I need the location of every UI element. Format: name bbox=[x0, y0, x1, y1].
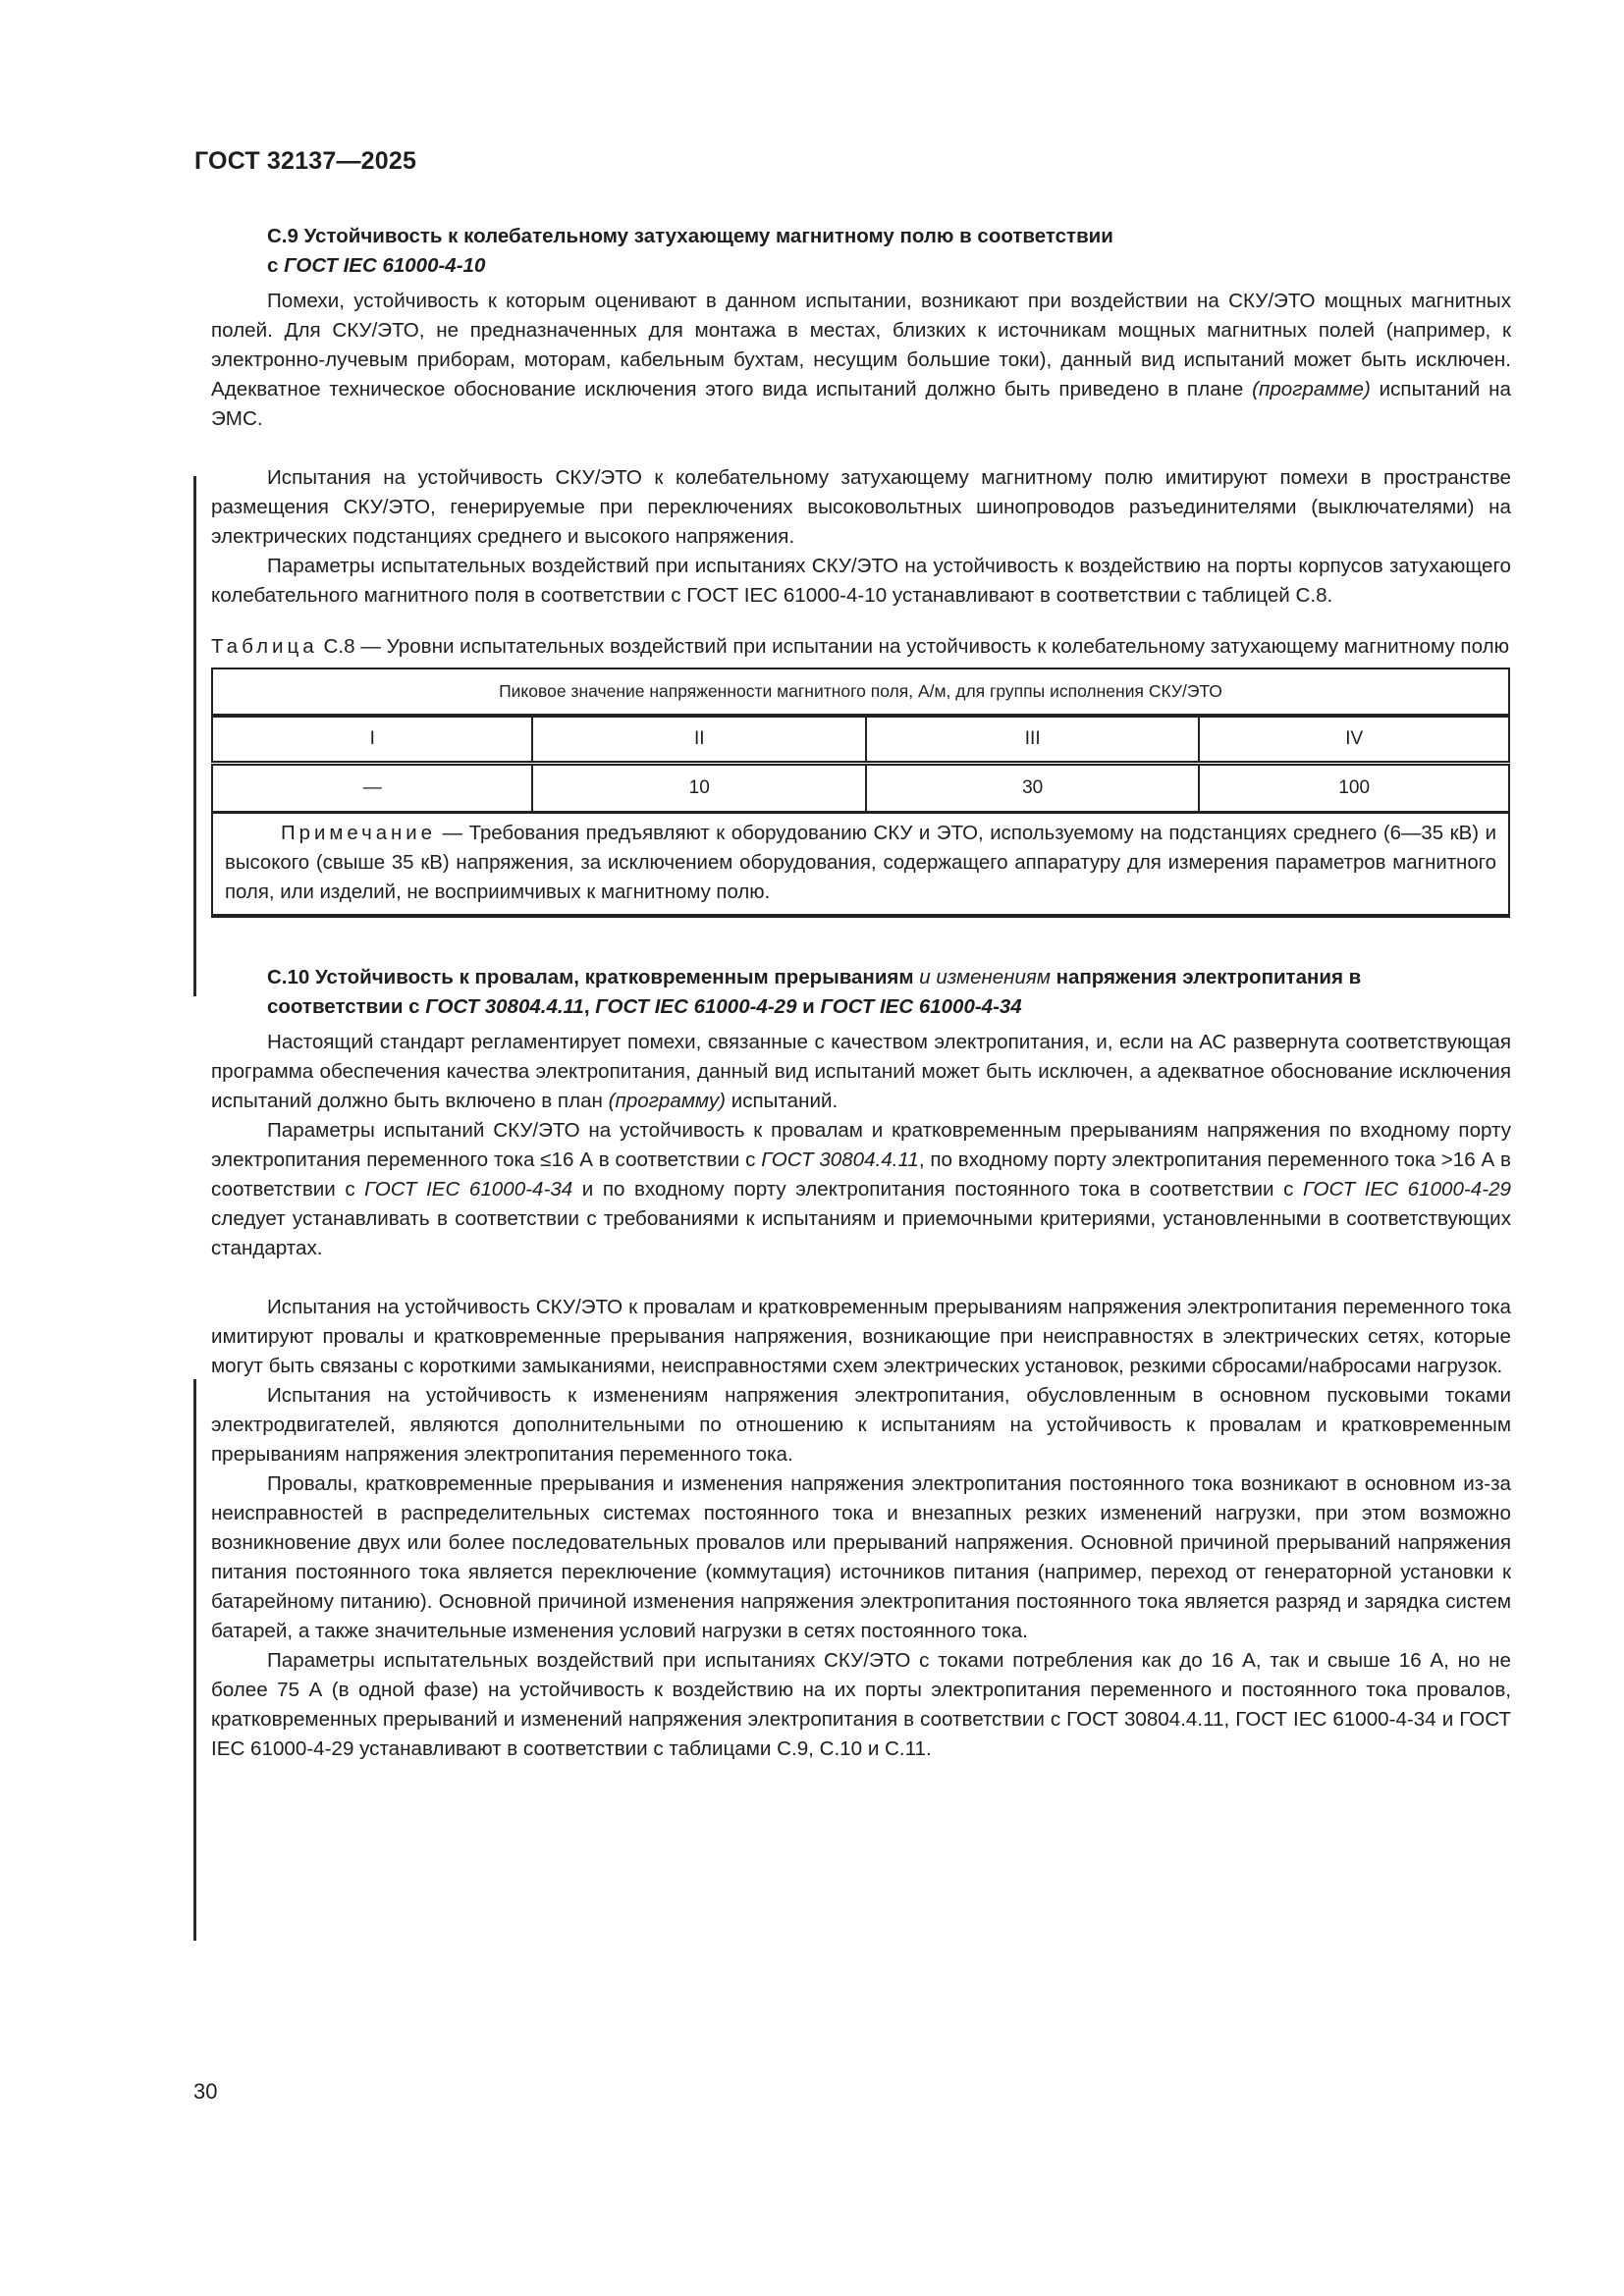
heading-text: напряжения электропитания в соответствии с bbox=[267, 966, 1362, 1018]
table-header-cell: Пиковое значение напряженности магнитного поля, А/м, для группы исполнения СКУ/ЭТО bbox=[212, 668, 1509, 716]
section-c10-heading bbox=[211, 963, 1511, 1022]
table-note-cell bbox=[212, 813, 1509, 917]
heading-prefix: с bbox=[267, 254, 285, 277]
section-c9-para2: Испытания на устойчивость СКУ/ЭТО к колебательному затухающему магнитному полю имитируют помехи в пространстве размещения СКУ/ЭТО, генерируемые при переключениях высоковольтных шинопроводов разъединителями (выключателями) на электрических подстанциях среднего и высокого напряжения. bbox=[211, 466, 1511, 548]
standard-reference: ГОСТ IEC 61000-4-34 bbox=[820, 995, 1022, 1018]
section-c10-para2 bbox=[211, 1116, 1511, 1263]
table-cell-value: — bbox=[212, 764, 532, 813]
section-c10-para1 bbox=[211, 1028, 1511, 1116]
table-values-row bbox=[212, 764, 1509, 813]
page-number: 30 bbox=[193, 2079, 218, 2104]
spacer bbox=[211, 1263, 1511, 1293]
para-text: Настоящий стандарт регламентирует помехи, связанные с качеством электропитания, и, если на АС развернута соответствующая программа обеспечения качества электропитания, данный вид испытаний может быть исключен, а адекватное обоснование исключения испытаний должно быть включено в план bbox=[211, 1031, 1511, 1112]
table-cell-value: 10 bbox=[532, 764, 865, 813]
table-cell-value: 100 bbox=[1199, 764, 1509, 813]
spacer bbox=[211, 918, 1511, 963]
table-cell-group: IV bbox=[1199, 716, 1509, 764]
table-label: Таблица bbox=[211, 635, 318, 658]
para-text: следует устанавливать в соответствии с требованиями к испытаниям и приемочными критериями, установленными в соответствующих стандартах. bbox=[211, 1207, 1511, 1259]
heading-text: и bbox=[796, 995, 821, 1018]
section-c9-para3: Параметры испытательных воздействий при испытаниях СКУ/ЭТО на устойчивость к воздействию на порты корпусов затухающего колебательного магнитного поля в соответствии с ГОСТ IEC 61000-4-10 устанавливают в соответствии с таблицей С.8. bbox=[211, 555, 1511, 607]
section-c9-para1 bbox=[211, 287, 1511, 434]
standard-reference: ГОСТ IEC 61000-4-10 bbox=[284, 254, 486, 277]
para-text: Параметры испытаний СКУ/ЭТО на устойчивость к провалам и кратковременным прерываниям напряжения по входному порту электропитания переменного тока ≤16 А в соответствии с bbox=[211, 1119, 1511, 1171]
heading-text: , bbox=[583, 995, 596, 1018]
table-note bbox=[225, 819, 1496, 907]
para-text: , по входному порту электропитания переменного тока >16 А в соответствии с bbox=[211, 1148, 1511, 1201]
note-label: Примечание bbox=[281, 823, 437, 844]
standard-reference: ГОСТ IEC 61000-4-29 bbox=[595, 995, 797, 1018]
para-italic-text: (программу) bbox=[608, 1090, 726, 1112]
table-cell-group: II bbox=[532, 716, 865, 764]
section-c9-heading-line1: С.9 Устойчивость к колебательному затухающему магнитному полю в соответствии bbox=[267, 225, 1113, 247]
table-cell-value: 30 bbox=[866, 764, 1199, 813]
table-c8 bbox=[211, 667, 1510, 918]
heading-italic-text: и изменениям bbox=[919, 966, 1051, 988]
table-note-row bbox=[212, 813, 1509, 917]
section-c10 bbox=[211, 963, 1511, 1764]
table-number: С.8 bbox=[323, 635, 355, 658]
section-c10-para3: Испытания на устойчивость СКУ/ЭТО к провалам и кратковременным прерываниям напряжения электропитания переменного тока имитируют провалы и кратковременные прерывания напряжения, возникающие при неисправностях в электрических сетях, которые могут быть связаны с короткими замыканиями, неисправностями схем электрических установок, резкими сбросами/набросами нагрузок. bbox=[211, 1296, 1511, 1377]
para-text: испытаний. bbox=[725, 1090, 839, 1112]
heading-text: С.10 Устойчивость к провалам, кратковременным прерываниям bbox=[267, 966, 920, 988]
page-content bbox=[211, 222, 1511, 1764]
table-c8-caption bbox=[211, 632, 1511, 662]
section-c9-heading bbox=[211, 222, 1511, 281]
table-title: — Уровни испытательных воздействий при испытании на устойчивость к колебательному затухающему магнитному полю bbox=[354, 635, 1510, 658]
para-text: и по входному порту электропитания постоянного тока в соответствии с bbox=[572, 1178, 1303, 1201]
section-c9 bbox=[211, 222, 1511, 918]
standard-reference: ГОСТ IEC 61000-4-29 bbox=[1302, 1178, 1512, 1201]
table-cell-group: I bbox=[212, 716, 532, 764]
standard-reference: ГОСТ 30804.4.11 bbox=[425, 995, 584, 1018]
spacer bbox=[211, 434, 1511, 463]
section-c9-heading-line2 bbox=[267, 251, 1511, 281]
para-italic-text: (программе) bbox=[1252, 378, 1371, 400]
standard-reference: ГОСТ 30804.4.11 bbox=[761, 1148, 919, 1171]
note-text: — Требования предъявляют к оборудованию СКУ и ЭТО, используемому на подстанциях среднего (6—35 кВ) и высокого (свыше 35 кВ) напряжения, за исключением оборудования, содержащего аппаратуру для измерения параметров магнитного поля, или изделий, не восприимчивых к магнитному полю. bbox=[225, 823, 1496, 903]
change-bar-c9 bbox=[193, 476, 196, 996]
table-groups-row bbox=[212, 716, 1509, 764]
para-text: испытаний на ЭМС. bbox=[211, 378, 1511, 430]
section-c10-para4: Испытания на устойчивость к изменениям напряжения электропитания, обусловленным в основном пусковыми токами электродвигателей, являются дополнительными по отношению к испытаниям на устойчивость к провалам и кратковременным прерываниям напряжения электропитания переменного тока. bbox=[211, 1384, 1511, 1466]
spacer bbox=[211, 611, 1511, 632]
para-text: Помехи, устойчивость к которым оценивают в данном испытании, возникают при воздействии на СКУ/ЭТО мощных магнитных полей. Для СКУ/ЭТО, не предназначенных для монтажа в местах, близких к источникам мощных магнитных полей (например, к электронно-лучевым приборам, моторам, кабельным бухтам, несущим большие токи), данный вид испытаний может быть исключен. Адекватное техническое обоснование исключения этого вида испытаний должно быть приведено в плане bbox=[211, 290, 1511, 400]
standard-reference: ГОСТ IEC 61000-4-34 bbox=[364, 1178, 573, 1201]
document-header-title: ГОСТ 32137—2025 bbox=[194, 147, 417, 175]
change-bar-c10 bbox=[193, 1379, 196, 1941]
table-header-row bbox=[212, 668, 1509, 716]
section-c10-para6: Параметры испытательных воздействий при испытаниях СКУ/ЭТО с токами потребления как до 16 А, так и свыше 16 А, но не более 75 А (в одной фазе) на устойчивость к воздействию на их порты электропитания переменного и постоянного тока провалов, кратковременных прерываний и изменений напряжения электропитания в соответствии с ГОСТ 30804.4.11, ГОСТ IEC 61000-4-34 и ГОСТ IEC 61000-4-29 устанавливают в соответствии с таблицами С.9, С.10 и С.11. bbox=[211, 1649, 1511, 1760]
table-cell-group: III bbox=[866, 716, 1199, 764]
section-c10-para5: Провалы, кратковременные прерывания и изменения напряжения электропитания постоянного тока возникают в основном из-за неисправностей в распределительных системах постоянного тока и внезапных резких изменений нагрузки, при этом возможно возникновение двух или более последовательных провалов или прерываний напряжения. Основной причиной прерываний напряжения питания постоянного тока является переключение (коммутация) источников питания (например, переход от генераторной установки к батарейному питанию). Основной причиной изменения напряжения электропитания постоянного тока является разряд и зарядка систем батарей, а также значительные изменения условий нагрузки в сетях постоянного тока. bbox=[211, 1472, 1511, 1642]
